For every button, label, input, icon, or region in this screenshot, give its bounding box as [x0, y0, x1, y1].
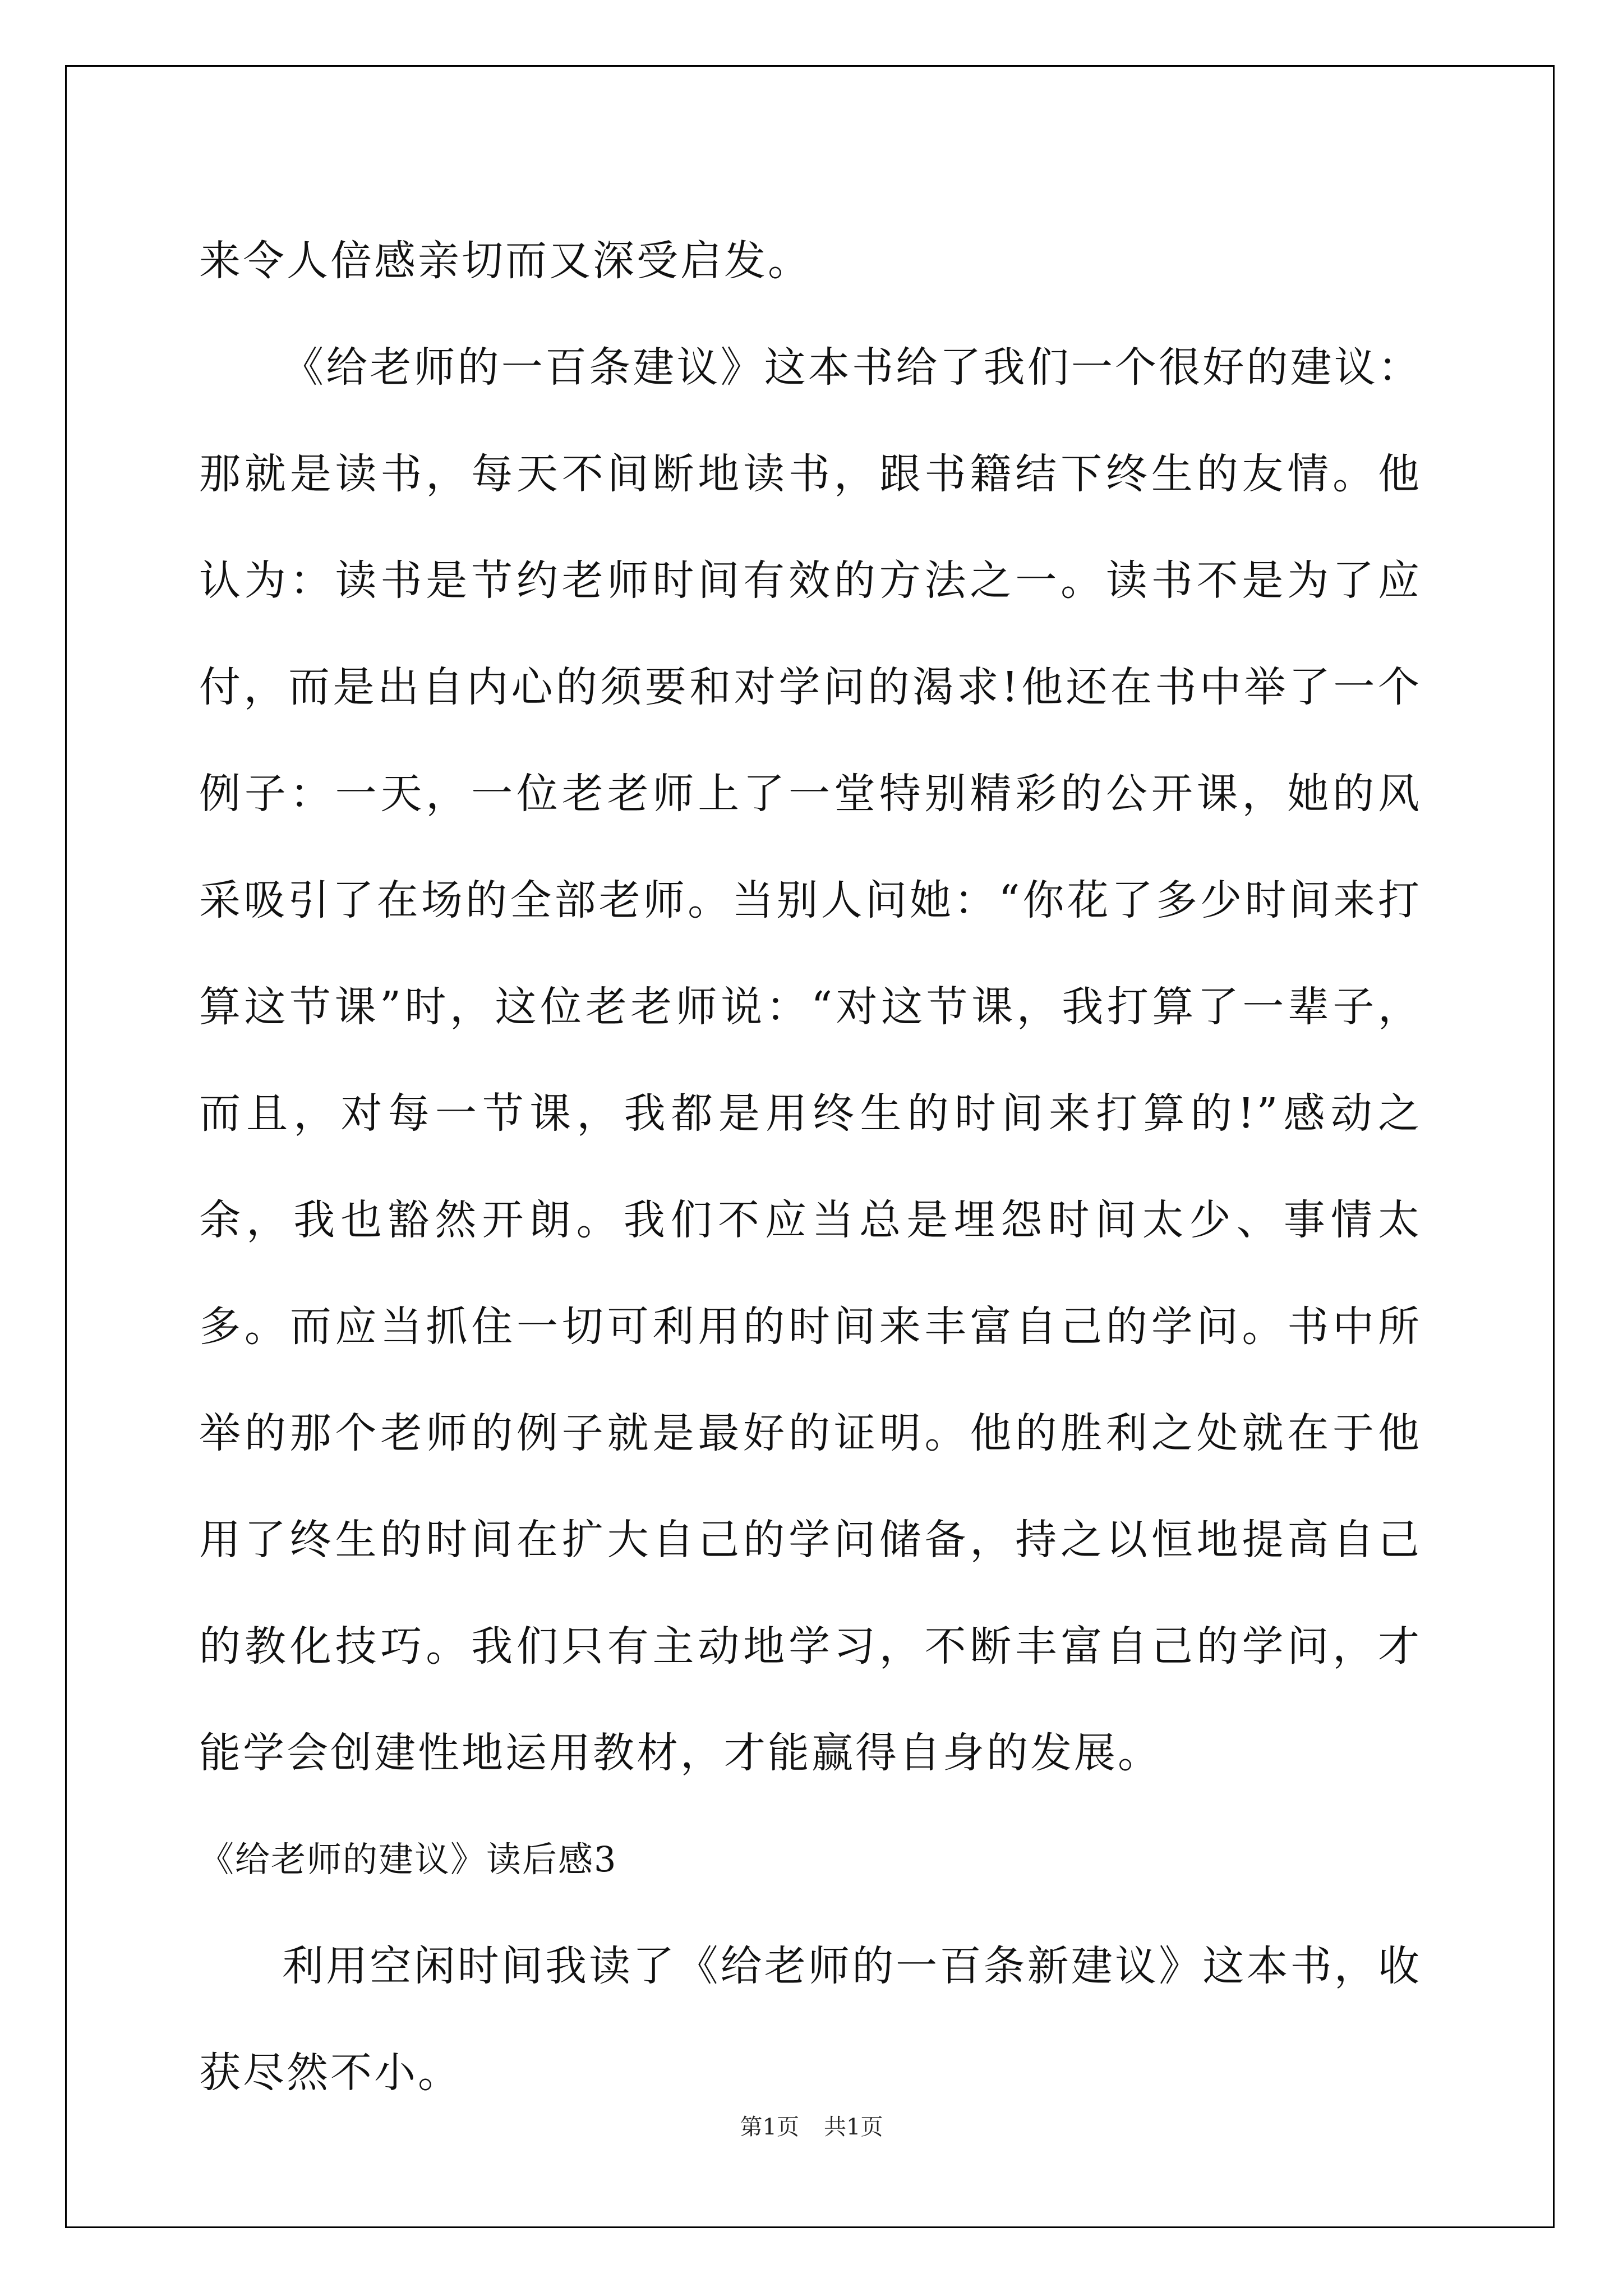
document-body	[199, 208, 1422, 2126]
paragraph-1: 《给老师的一百条建议》这本书给了我们一个很好的建议：那就是读书，每天不间断地读书，跟书籍结下终生的友情。他认为：读书是节约老师时间有效的方法之一。读书不是为了应付，而是出自内心的须要和对学问的渴求!他还在书中举了一个例子：一天，一位老老师上了一堂特别精彩的公开课，她的风采吸引了在场的全部老师。当别人问她：“你花了多少时间来打算这节课”时，这位老老师说：“对这节课，我打算了一辈子，而且，对每一节课，我都是用终生的时间来打算的!”感动之余，我也豁然开朗。我们不应当总是埋怨时间太少、事情太多。而应当抓住一切可利用的时间来丰富自己的学问。书中所举的那个老师的例子就是最好的证明。他的胜利之处就在于他用了终生的时间在扩大自己的学问储备，持之以恒地提高自己的教化技巧。我们只有主动地学习，不断丰富自己的学问，才能学会创建性地运用教材，才能赢得自身的发展。	[199, 343, 1422, 1777]
page-number: 第1页	[740, 2114, 799, 2140]
page-total: 共1页	[824, 2114, 883, 2140]
section-title: 《给老师的建议》读后感3	[199, 1839, 617, 1880]
continued-text: 来令人倍感亲切而又深受启发。	[199, 237, 811, 285]
page-footer	[0, 2109, 1623, 2141]
paragraph-2: 利用空闲时间我读了《给老师的一百条新建议》这本书，收获尽然不小。	[199, 1942, 1422, 2097]
